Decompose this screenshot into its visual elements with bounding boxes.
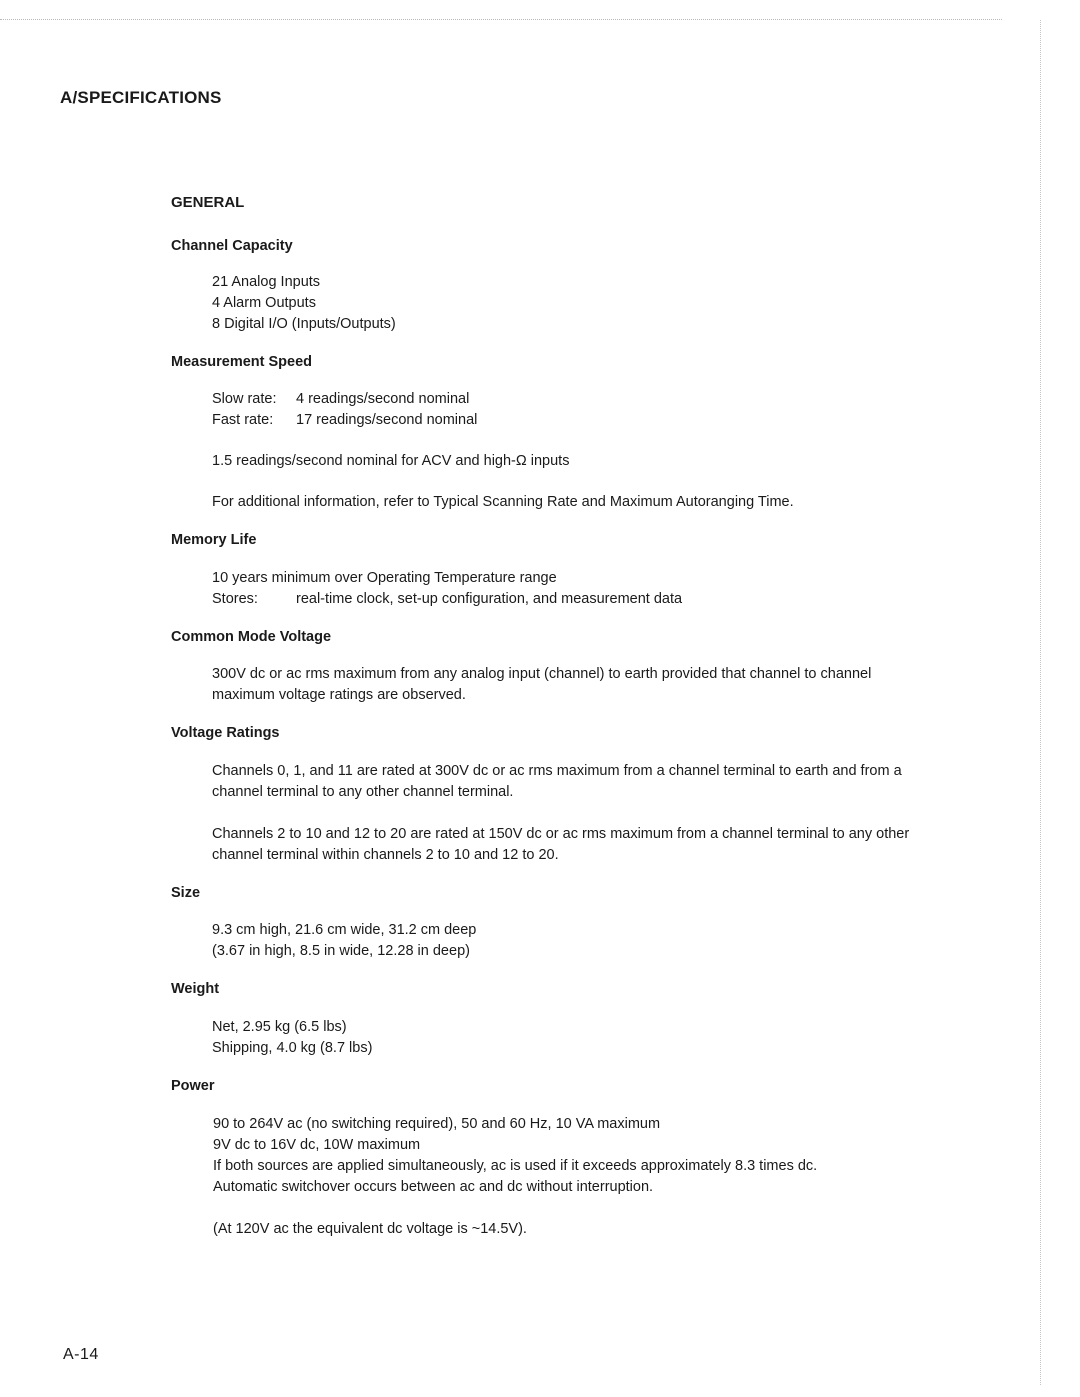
common-mode-voltage-heading: Common Mode Voltage xyxy=(171,629,332,645)
specifications-content xyxy=(171,193,931,1240)
memory-life-line: 10 years minimum over Operating Temperature range xyxy=(212,570,557,586)
common-mode-voltage-body xyxy=(212,664,931,706)
weight-block xyxy=(171,980,931,1059)
channel-capacity-line: 8 Digital I/O (Inputs/Outputs) xyxy=(212,316,396,332)
voltage-ratings-paragraph: Channels 0, 1, and 11 are rated at 300V dc or ac rms maximum from a channel terminal to earth and from a channel terminal to any other channel terminal. xyxy=(212,763,902,800)
power-equivalent: (At 120V ac the equivalent dc voltage is ~14.5V). xyxy=(213,1221,527,1237)
weight-net: Net, 2.95 kg (6.5 lbs) xyxy=(212,1019,347,1035)
voltage-ratings-body xyxy=(212,761,931,866)
power-heading: Power xyxy=(171,1078,215,1094)
additional-info-note: For additional information, refer to Typical Scanning Rate and Maximum Autoranging Time. xyxy=(212,494,794,510)
power-block xyxy=(171,1077,931,1240)
power-body xyxy=(213,1114,931,1240)
stores-row xyxy=(212,589,931,610)
power-ac: 90 to 264V ac (no switching required), 50 and 60 Hz, 10 VA maximum xyxy=(213,1116,661,1132)
memory-life-body xyxy=(212,568,931,610)
power-switchover: Automatic switchover occurs between ac and dc without interruption. xyxy=(213,1179,654,1195)
voltage-ratings-block xyxy=(171,724,931,866)
voltage-ratings-paragraph: Channels 2 to 10 and 12 to 20 are rated at 150V dc or ac rms maximum from a channel terminal to any other channel terminal within channels 2 to 10 and 12 to 20. xyxy=(212,826,910,863)
measurement-speed-heading: Measurement Speed xyxy=(171,354,313,370)
channel-capacity-line: 4 Alarm Outputs xyxy=(212,295,316,311)
power-both-sources: If both sources are applied simultaneously, ac is used if it exceeds approximately 8.3 times dc. xyxy=(213,1158,818,1174)
fast-rate-label: Fast rate: xyxy=(212,412,274,428)
weight-heading: Weight xyxy=(171,981,220,997)
slow-rate-label: Slow rate: xyxy=(212,391,277,407)
measurement-speed-body xyxy=(212,389,931,513)
common-mode-voltage-text: 300V dc or ac rms maximum from any analog input (channel) to earth provided that channel to channel maximum voltage ratings are observed. xyxy=(212,666,872,703)
right-margin-rule xyxy=(1040,20,1041,1385)
stores-label: Stores: xyxy=(212,591,258,607)
slow-rate-row xyxy=(212,389,931,410)
channel-capacity-heading: Channel Capacity xyxy=(171,238,293,254)
fast-rate-value: 17 readings/second nominal xyxy=(296,412,478,428)
measurement-speed-block xyxy=(171,353,931,513)
slow-rate-value: 4 readings/second nominal xyxy=(296,391,470,407)
page-number: A-14 xyxy=(63,1346,99,1363)
size-body xyxy=(212,920,931,962)
memory-life-heading: Memory Life xyxy=(171,532,257,548)
common-mode-voltage-block xyxy=(171,628,931,706)
weight-body xyxy=(212,1017,931,1059)
power-dc: 9V dc to 16V dc, 10W maximum xyxy=(213,1137,421,1153)
size-block xyxy=(171,884,931,962)
fast-rate-row xyxy=(212,410,931,431)
channel-capacity-body xyxy=(212,272,931,335)
size-metric: 9.3 cm high, 21.6 cm wide, 31.2 cm deep xyxy=(212,922,477,938)
channel-capacity-block xyxy=(171,237,931,335)
size-heading: Size xyxy=(171,885,201,901)
voltage-ratings-heading: Voltage Ratings xyxy=(171,725,280,741)
memory-life-block xyxy=(171,531,931,610)
section-heading-general: GENERAL xyxy=(171,194,245,211)
acv-note: 1.5 readings/second nominal for ACV and high-Ω inputs xyxy=(212,453,570,469)
chapter-title: A/SPECIFICATIONS xyxy=(60,88,222,107)
weight-shipping: Shipping, 4.0 kg (8.7 lbs) xyxy=(212,1040,373,1056)
size-imperial: (3.67 in high, 8.5 in wide, 12.28 in deep) xyxy=(212,943,470,959)
channel-capacity-line: 21 Analog Inputs xyxy=(212,274,321,290)
top-border-rule xyxy=(0,19,1002,20)
stores-value: real-time clock, set-up configuration, and measurement data xyxy=(296,591,683,607)
